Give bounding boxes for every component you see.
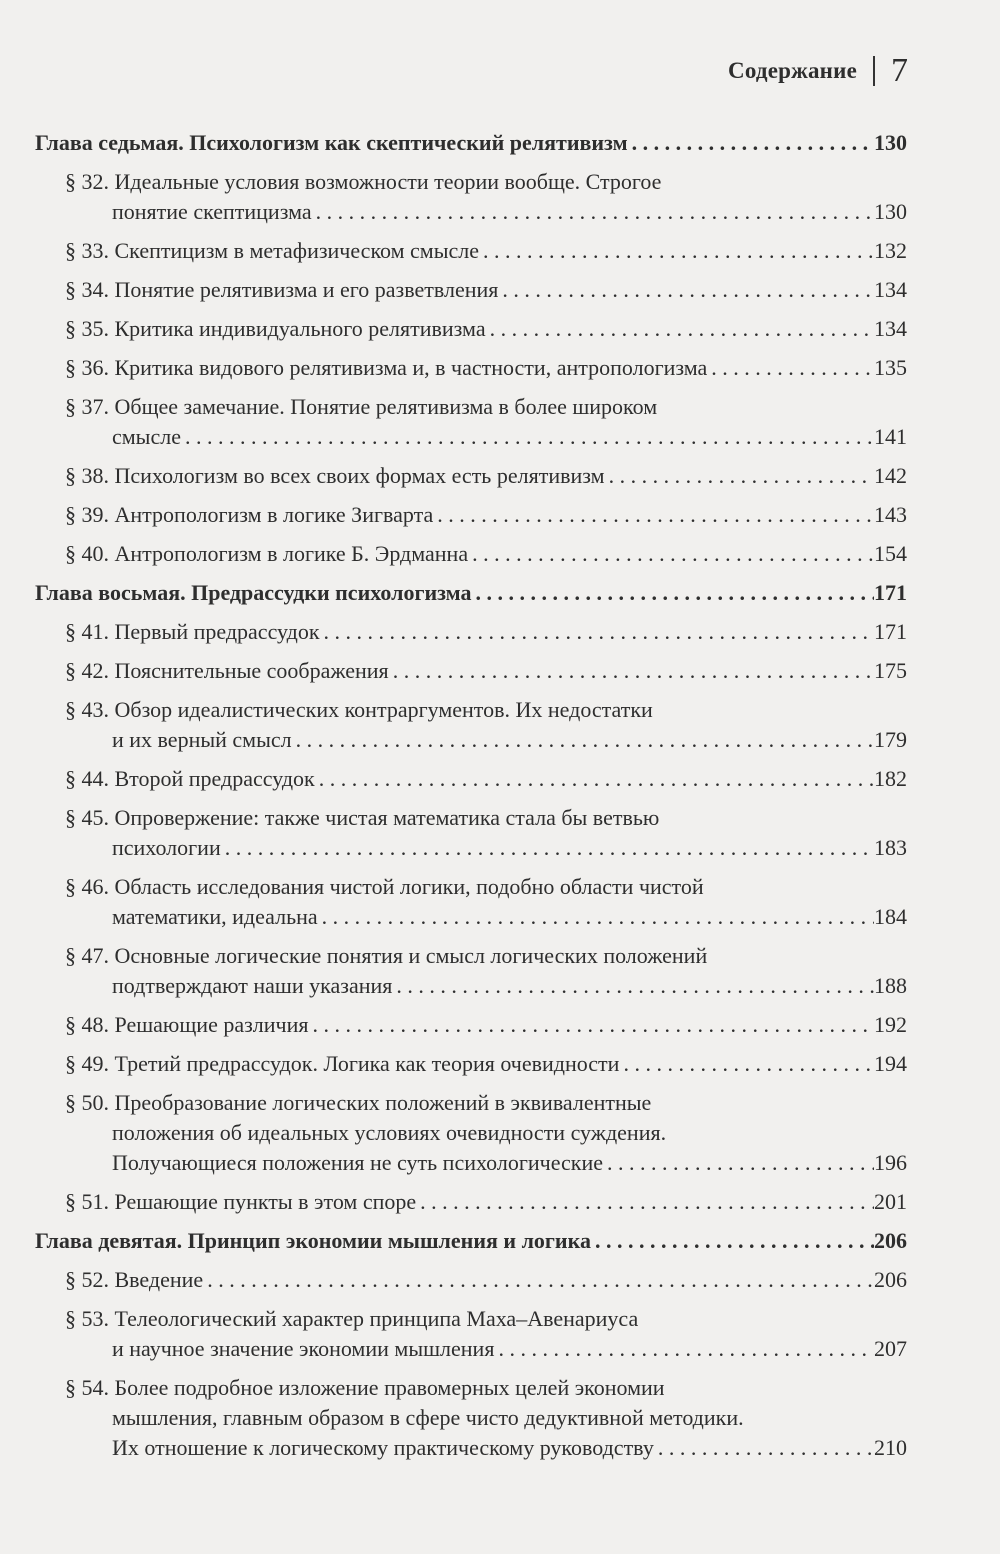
toc-section-entry	[35, 1049, 907, 1079]
dot-leader	[605, 461, 874, 491]
dot-leader	[389, 656, 874, 686]
dot-leader	[416, 1187, 874, 1217]
toc-section-entry	[35, 656, 907, 686]
section-title-text: § 34. Понятие релятивизма и его разветвления	[65, 277, 499, 302]
section-title-text: § 54. Более подробное изложение правомерных целей экономии	[65, 1375, 665, 1400]
toc-line	[65, 1148, 907, 1178]
toc-line	[65, 1088, 907, 1118]
dot-leader	[468, 539, 874, 569]
dot-leader	[221, 833, 874, 863]
table-of-contents	[35, 128, 907, 1472]
toc-section-entry	[35, 461, 907, 491]
toc-section-entry	[35, 803, 907, 863]
toc-line	[65, 656, 907, 686]
toc-line	[65, 725, 907, 755]
dot-leader	[181, 422, 874, 452]
toc-section-entry	[35, 764, 907, 794]
section-title-text: Получающиеся положения не суть психологические	[112, 1150, 603, 1175]
section-page-number: 135	[874, 355, 907, 380]
section-title-text: психологии	[112, 835, 221, 860]
section-page-number: 171	[874, 619, 907, 644]
chapter-page-number: 206	[874, 1228, 907, 1253]
chapter-title: Глава седьмая. Психологизм как скептический релятивизм	[35, 130, 628, 155]
toc-line	[65, 1118, 907, 1148]
section-title-text: § 47. Основные логические понятия и смысл логических положений	[65, 943, 708, 968]
toc-line	[65, 1304, 907, 1334]
dot-leader	[498, 275, 874, 305]
toc-section-entry	[35, 1010, 907, 1040]
toc-line	[65, 872, 907, 902]
section-page-number: 194	[874, 1051, 907, 1076]
chapter-title: Глава девятая. Принцип экономии мышления и логика	[35, 1228, 591, 1253]
dot-leader	[392, 971, 874, 1001]
toc-chapter-entry	[35, 1226, 907, 1256]
toc-line	[65, 833, 907, 863]
section-title-text: § 46. Область исследования чистой логики, подобно области чистой	[65, 874, 704, 899]
section-title-text: и их верный смысл	[112, 727, 292, 752]
section-page-number: 179	[874, 727, 907, 752]
section-page-number: 184	[874, 904, 907, 929]
section-title-text: § 50. Преобразование логических положений в эквивалентные	[65, 1090, 652, 1115]
toc-section-entry	[35, 314, 907, 344]
toc-line	[65, 1433, 907, 1463]
section-page-number: 188	[874, 973, 907, 998]
section-title-text: § 42. Пояснительные соображения	[65, 658, 389, 683]
dot-leader	[619, 1049, 874, 1079]
section-title-text: § 40. Антропологизм в логике Б. Эрдманна	[65, 541, 469, 566]
toc-line	[65, 314, 907, 344]
toc-section-entry	[35, 617, 907, 647]
toc-section-entry	[35, 353, 907, 383]
dot-leader	[320, 617, 874, 647]
section-page-number: 207	[874, 1336, 907, 1361]
toc-line	[65, 1187, 907, 1217]
dot-leader	[292, 725, 874, 755]
toc-line	[65, 1334, 907, 1364]
page-number: 7	[891, 52, 908, 89]
toc-line	[65, 392, 907, 422]
section-page-number: 142	[874, 463, 907, 488]
section-title-text: § 37. Общее замечание. Понятие релятивизма в более широком	[65, 394, 658, 419]
toc-section-entry	[35, 1265, 907, 1295]
dot-leader	[309, 1010, 875, 1040]
running-header	[728, 52, 908, 90]
dot-leader	[486, 314, 874, 344]
toc-line	[65, 1049, 907, 1079]
section-title-text: § 33. Скептицизм в метафизическом смысле	[65, 238, 479, 263]
section-title-text: понятие скептицизма	[112, 199, 312, 224]
section-page-number: 192	[874, 1012, 907, 1037]
toc-line	[65, 275, 907, 305]
toc-section-entry	[35, 872, 907, 932]
toc-section-entry	[35, 275, 907, 305]
dot-leader	[315, 764, 874, 794]
toc-line	[65, 167, 907, 197]
dot-leader	[479, 236, 874, 266]
toc-line	[65, 971, 907, 1001]
section-page-number: 196	[874, 1150, 907, 1175]
section-title-text: математики, идеальна	[112, 904, 318, 929]
toc-line	[65, 764, 907, 794]
dot-leader	[433, 500, 874, 530]
toc-line	[35, 1226, 907, 1256]
toc-line	[65, 1265, 907, 1295]
toc-line	[65, 197, 907, 227]
toc-line	[65, 461, 907, 491]
dot-leader	[628, 128, 874, 158]
toc-line	[65, 422, 907, 452]
section-page-number: 130	[874, 199, 907, 224]
toc-section-entry	[35, 941, 907, 1001]
section-title-text: мышления, главным образом в сфере чисто дедуктивной методики.	[112, 1405, 744, 1430]
section-page-number: 132	[874, 238, 907, 263]
section-title-text: подтверждают наши указания	[112, 973, 393, 998]
chapter-page-number: 171	[874, 580, 907, 605]
dot-leader	[603, 1148, 874, 1178]
toc-section-entry	[35, 392, 907, 452]
toc-line	[65, 941, 907, 971]
running-title: Содержание	[728, 58, 857, 83]
toc-line	[65, 695, 907, 725]
section-title-text: положения об идеальных условиях очевидности суждения.	[112, 1120, 667, 1145]
section-title-text: смысле	[112, 424, 181, 449]
section-page-number: 134	[874, 277, 907, 302]
toc-section-entry	[35, 695, 907, 755]
toc-line	[65, 803, 907, 833]
dot-leader	[707, 353, 874, 383]
section-title-text: § 41. Первый предрассудок	[65, 619, 320, 644]
toc-section-entry	[35, 1088, 907, 1178]
chapter-page-number: 130	[874, 130, 907, 155]
section-title-text: § 36. Критика видового релятивизма и, в частности, антропологизма	[65, 355, 708, 380]
toc-line	[65, 1373, 907, 1403]
dot-leader	[472, 578, 875, 608]
section-page-number: 206	[874, 1267, 907, 1292]
toc-section-entry	[35, 236, 907, 266]
toc-line	[65, 1010, 907, 1040]
toc-line	[35, 128, 907, 158]
toc-section-entry	[35, 1304, 907, 1364]
section-title-text: § 39. Антропологизм в логике Зигварта	[65, 502, 434, 527]
section-title-text: § 49. Третий предрассудок. Логика как теория очевидности	[65, 1051, 620, 1076]
section-page-number: 175	[874, 658, 907, 683]
toc-chapter-entry	[35, 128, 907, 158]
section-title-text: § 53. Телеологический характер принципа Маха–Авенариуса	[65, 1306, 639, 1331]
section-page-number: 210	[874, 1435, 907, 1460]
toc-section-entry	[35, 500, 907, 530]
dot-leader	[203, 1265, 874, 1295]
section-title-text: Их отношение к логическому практическому руководству	[112, 1435, 654, 1460]
section-page-number: 141	[874, 424, 907, 449]
toc-line	[65, 902, 907, 932]
chapter-title: Глава восьмая. Предрассудки психологизма	[35, 580, 472, 605]
toc-line	[65, 617, 907, 647]
dot-leader	[312, 197, 874, 227]
dot-leader	[591, 1226, 874, 1256]
section-page-number: 183	[874, 835, 907, 860]
section-title-text: и научное значение экономии мышления	[112, 1336, 495, 1361]
header-divider	[873, 56, 875, 86]
section-title-text: § 38. Психологизм во всех своих формах есть релятивизм	[65, 463, 605, 488]
toc-line	[65, 236, 907, 266]
toc-line	[65, 353, 907, 383]
section-title-text: § 45. Опровержение: также чистая математика стала бы ветвью	[65, 805, 660, 830]
dot-leader	[318, 902, 874, 932]
section-title-text: § 43. Обзор идеалистических контраргументов. Их недостатки	[65, 697, 653, 722]
toc-chapter-entry	[35, 578, 907, 608]
section-page-number: 201	[874, 1189, 907, 1214]
section-title-text: § 44. Второй предрассудок	[65, 766, 315, 791]
toc-line	[65, 539, 907, 569]
section-title-text: § 48. Решающие различия	[65, 1012, 309, 1037]
section-page-number: 154	[874, 541, 907, 566]
section-page-number: 143	[874, 502, 907, 527]
toc-line	[35, 578, 907, 608]
dot-leader	[654, 1433, 874, 1463]
section-page-number: 134	[874, 316, 907, 341]
toc-section-entry	[35, 539, 907, 569]
section-title-text: § 51. Решающие пункты в этом споре	[65, 1189, 417, 1214]
section-title-text: § 52. Введение	[65, 1267, 204, 1292]
section-title-text: § 32. Идеальные условия возможности теории вообще. Строгое	[65, 169, 662, 194]
section-page-number: 182	[874, 766, 907, 791]
toc-section-entry	[35, 1187, 907, 1217]
toc-line	[65, 500, 907, 530]
toc-section-entry	[35, 167, 907, 227]
section-title-text: § 35. Критика индивидуального релятивизма	[65, 316, 486, 341]
toc-line	[65, 1403, 907, 1433]
dot-leader	[494, 1334, 874, 1364]
toc-section-entry	[35, 1373, 907, 1463]
